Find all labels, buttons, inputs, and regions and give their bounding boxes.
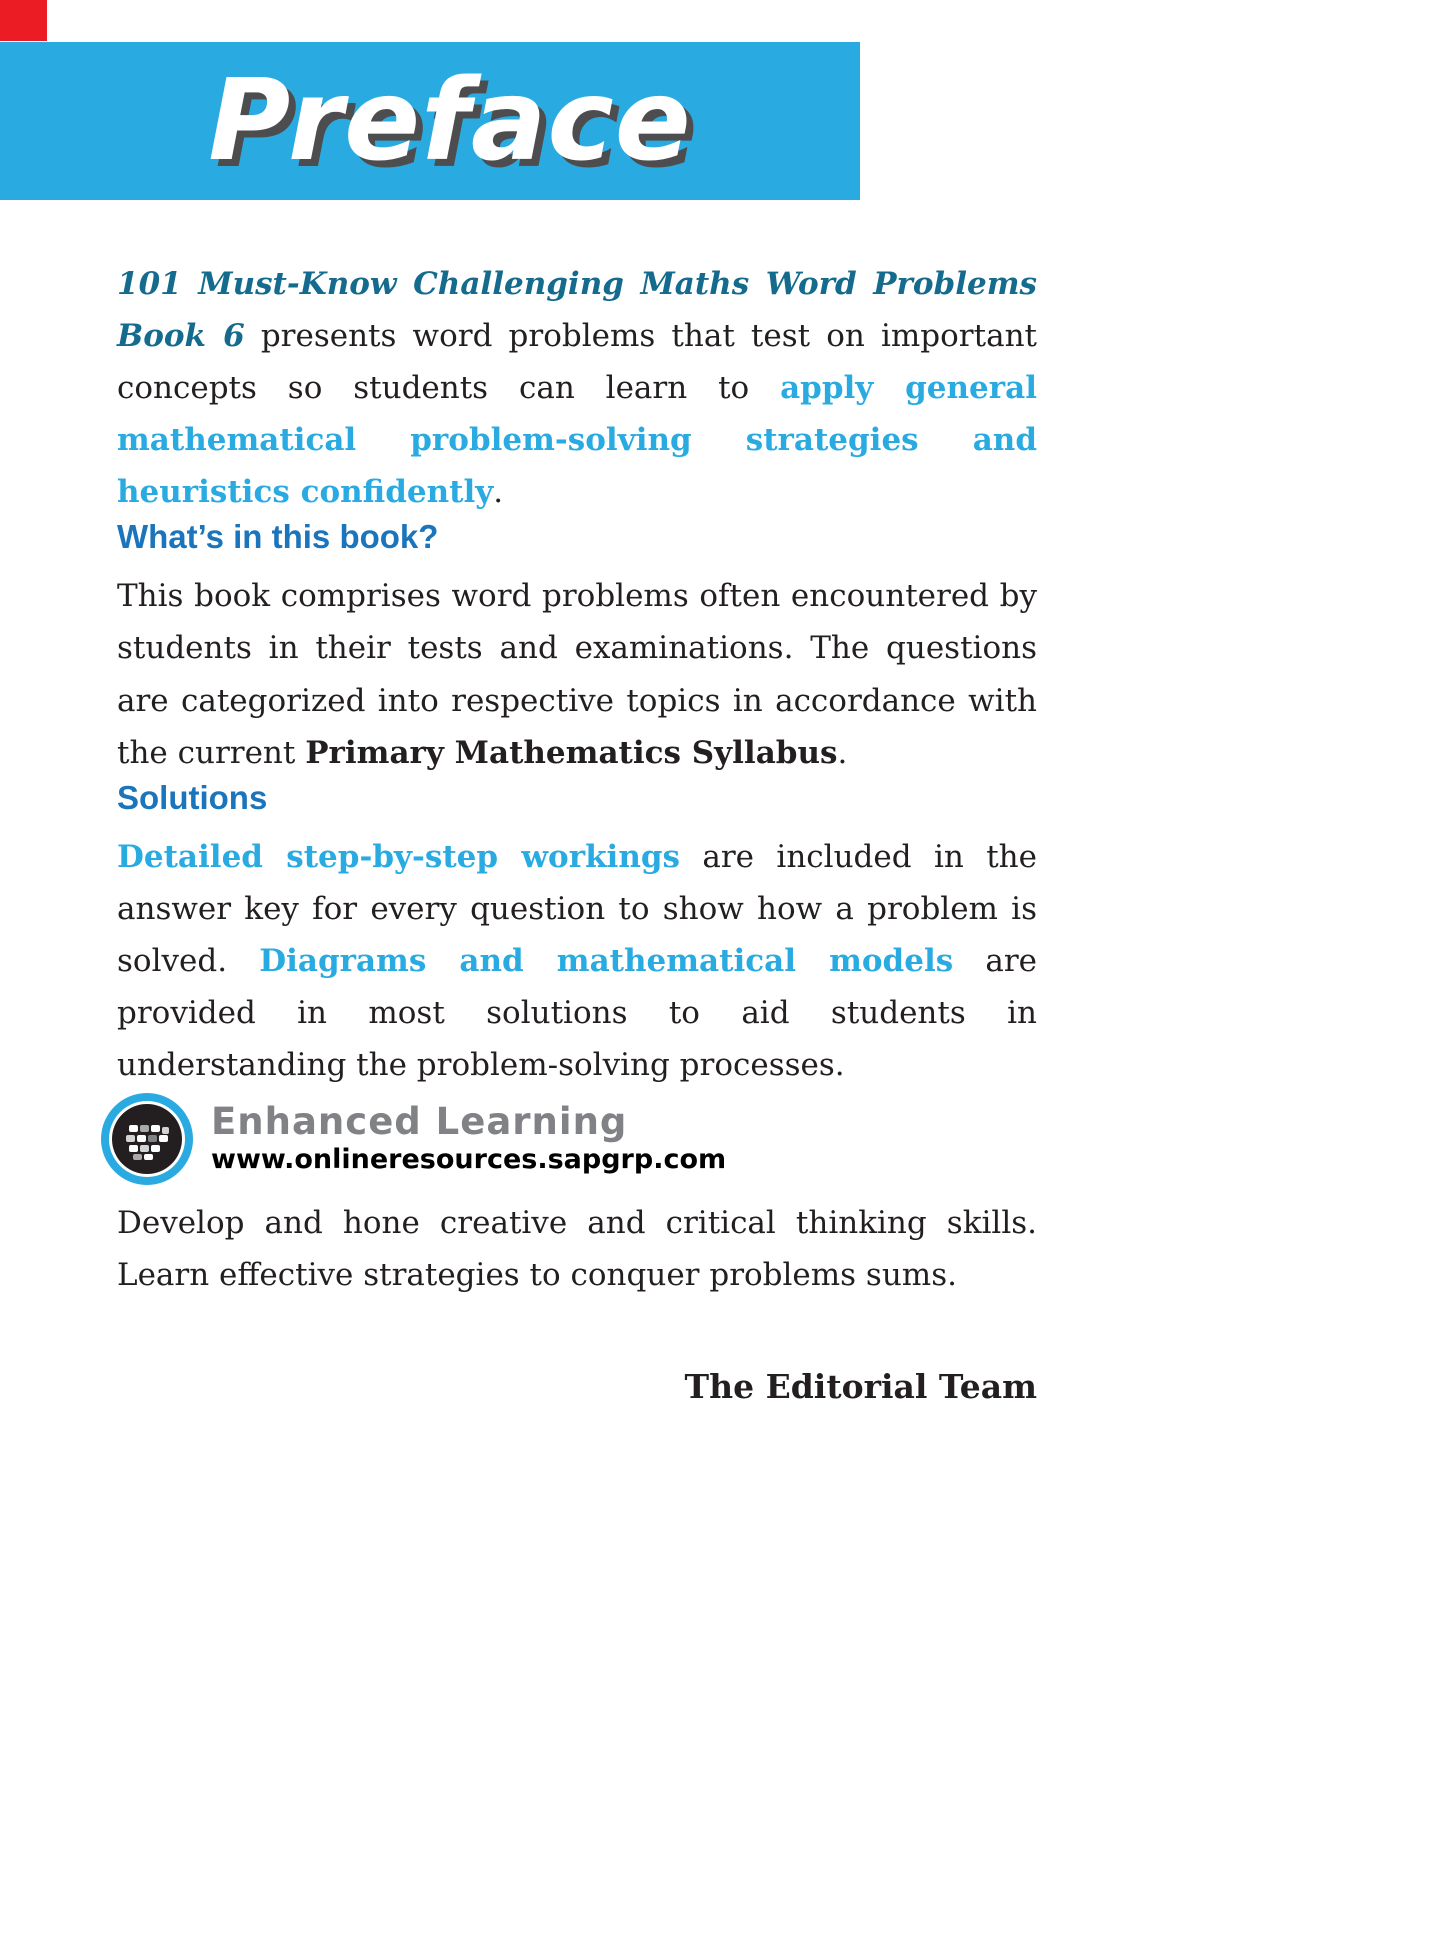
enhanced-learning-url: www.onlineresources.sapgrp.com [211,1143,727,1175]
page-content [117,258,1037,1406]
heading-solutions: Solutions [117,778,268,816]
book-text-1: This book comprises word problems often encountered by students in their tests and examinations. The questions are categorized into respective topics in accordance with the current [117,578,1037,771]
intro-highlight: apply general mathematical problem-solving strategies and heuristics confidently [117,370,1037,511]
book-text-2: . [837,734,848,771]
intro-period: . [493,474,504,511]
solutions-highlight-2: Diagrams and mathematical models [259,942,954,979]
corner-red-mark [0,0,47,41]
intro-paragraph [117,258,1037,518]
solutions-text-2: are provided in most solutions to aid students in understanding the problem-solving processes. [117,942,1037,1084]
enhanced-learning-icon [99,1091,195,1187]
enhanced-learning-texts [211,1099,727,1176]
enhanced-learning-block [99,1091,1037,1187]
editorial-team-signoff: The Editorial Team [684,1367,1037,1407]
page-title: Preface [208,56,692,186]
solutions-paragraph [117,831,1037,1091]
book-title: 101 Must-Know Challenging Maths Word Problems Book 6 [117,266,1037,355]
preface-banner [0,42,860,200]
solutions-highlight-1: Detailed step-by-step workings [117,838,680,875]
syllabus-bold: Primary Mathematics Syllabus [305,734,838,771]
enhanced-paragraph: Develop and hone creative and critical thinking skills. Learn effective strategies to conquer problems sums. [117,1205,1037,1294]
enhanced-learning-heading: Enhanced Learning [211,1099,628,1143]
intro-text: presents word problems that test on important concepts so students can learn to [117,318,1037,407]
book-paragraph [117,570,1037,778]
solutions-text-1: are included in the answer key for every question to show how a problem is solved. [117,838,1037,979]
heading-whats-in-this-book: What’s in this book? [117,518,439,556]
